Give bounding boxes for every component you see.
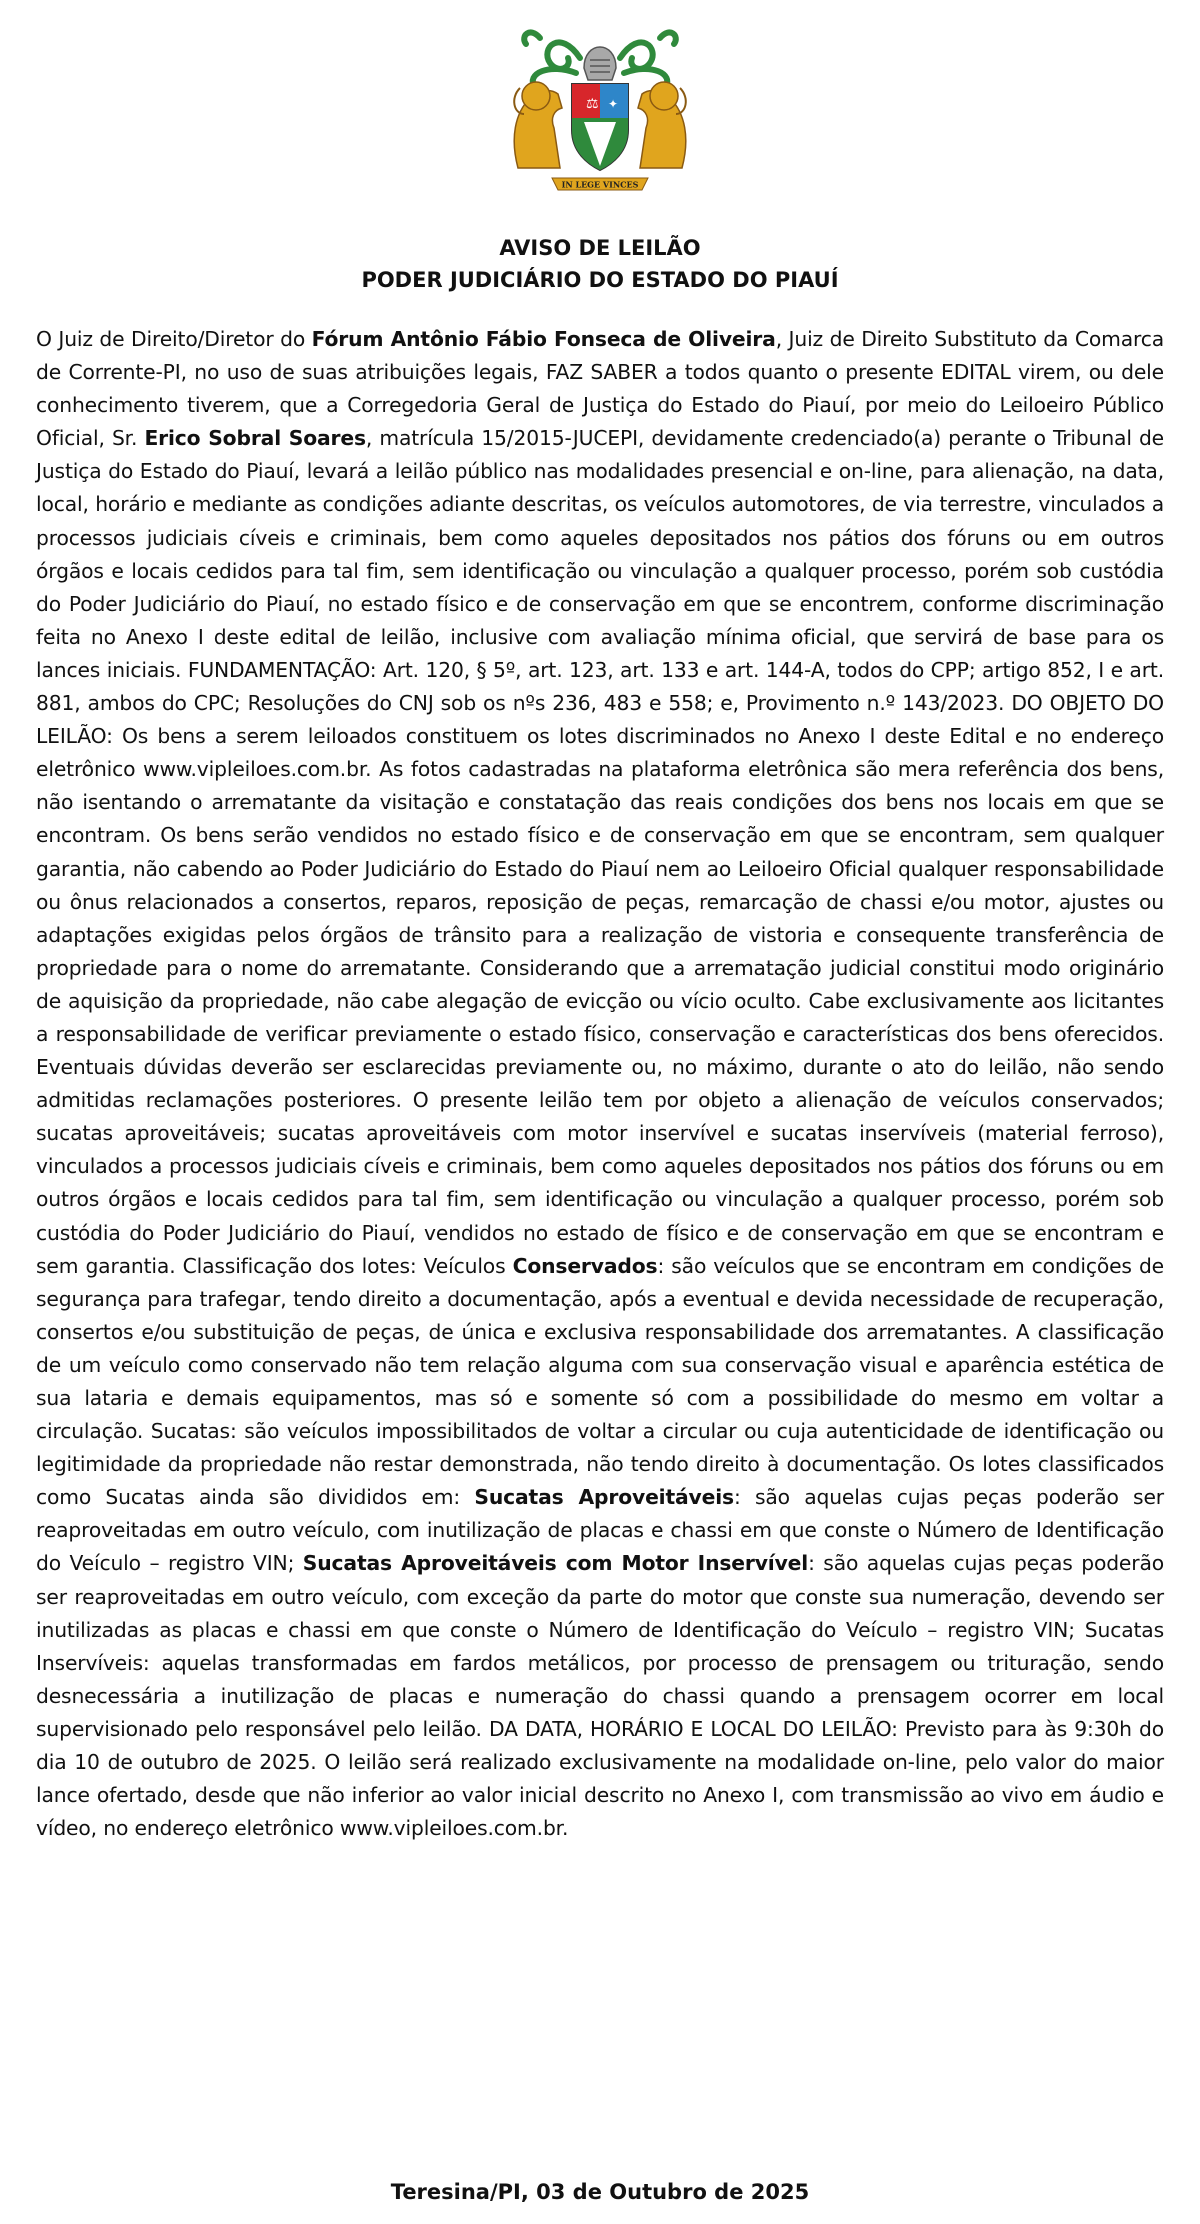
svg-text:✦: ✦ [608,97,619,111]
body-segment: : são aquelas cujas peças poderão ser reaproveitadas em outro veículo, com inutilização de placas e chassi em que conste o Número de Identificação do Veículo – registro VIN; [36,1485,1164,1576]
notice-heading [0,232,1200,296]
coat-of-arms-logo [480,18,720,200]
auctioneer-name: Erico Sobral Soares [144,426,366,451]
body-segment: , Juiz de Direito Substituto da Comarca de Corrente-PI, no uso de suas atribuições legais, FAZ SABER a todos quanto o presente EDITAL virem, ou dele conhecimento tiverem, que a Corregedoria Geral de Justiça do Estado do Piauí, por meio do Leiloeiro Público Oficial, Sr. [36,327,1164,451]
motto-ribbon [552,178,648,190]
edict-body [36,323,1164,1845]
term-conservados: Conservados [512,1253,658,1278]
svg-text:⚖: ⚖ [586,96,599,112]
body-segment: : são veículos que se encontram em condições de segurança para trafegar, tendo direito a documentação, após a eventual e devida necessidade de recuperação, consertos e/ou substituição de peças, de única e exclusiva responsabilidade dos arrematantes. A classificação de um veículo como conservado não tem relação alguma com sua conservação visual e aparência estética de sua lataria e demais equipamentos, mas só e somente só com a possibilidade do mesmo em voltar a circulação. Sucatas: são veículos impossibilitados de voltar a circular ou cuja autenticidade de identificação ou legitimidade da propriedade não restar demonstrada, não tendo direito à documentação. Os lotes classificados como Sucatas ainda são divididos em: [36,1253,1164,1510]
lion-right [638,82,686,168]
motto-text: IN LEGE VINCES [561,179,639,190]
term-sucatas-motor-inservivel: Sucatas Aproveitáveis com Motor Inservível [302,1551,809,1576]
forum-name: Fórum Antônio Fábio Fonseca de Oliveira [311,327,776,351]
place-and-date: Teresina/PI, 03 de Outubro de 2025 [390,2180,810,2204]
notice-title: AVISO DE LEILÃO [499,236,701,260]
body-segment: : são aquelas cujas peças poderão ser reaproveitadas em outro veículo, com exceção da parte do motor que conste sua numeração, devendo ser inutilizadas as placas e chassi em que conste o Número de Identificação do Veículo – registro VIN; Sucatas Inservíveis: aquelas transformadas em fardos metálicos, por processo de prensagem ou trituração, sendo desnecessária a inutilização de placas e numeração do chassi quando a prensagem ocorrer em local supervisionado pelo responsável pelo leilão. DA DATA, HORÁRIO E LOCAL DO LEILÃO: Previsto para às 9:30h do dia 10 de outubro de 2025. O leilão será realizado exclusivamente na modalidade on-line, pelo valor do maior lance ofertado, desde que não inferior ao valor inicial descrito no Anexo I, com transmissão ao vivo em áudio e vídeo, no endereço eletrônico www.vipleiloes.com.br. [36,1551,1164,1841]
shield [572,84,628,170]
term-sucatas-aproveitaveis: Sucatas Aproveitáveis [474,1485,734,1510]
notice-subtitle: PODER JUDICIÁRIO DO ESTADO DO PIAUÍ [361,268,839,292]
body-segment: , matrícula 15/2015-JUCEPI, devidamente credenciado(a) perante o Tribunal de Justiça do Estado do Piauí, levará a leilão público nas modalidades presencial e on-line, para alienação, na data, local, horário e mediante as condições adiante descritas, os veículos automotores, de via terrestre, vinculados a processos judiciais cíveis e criminais, bem como aqueles depositados nos pátios dos fóruns ou em outros órgãos e locais cedidos para tal fim, sem identificação ou vinculação a qualquer processo, porém sob custódia do Poder Judiciário do Piauí, no estado físico e de conservação em que se encontrem, conforme discriminação feita no Anexo I deste edital de leilão, inclusive com avaliação mínima oficial, que servirá de base para os lances iniciais. FUNDAMENTAÇÃO: Art. 120, § 5º, art. 123, art. 133 e art. 144-A, todos do CPP; artigo 852, I e art. 881, ambos do CPC; Resoluções do CNJ sob os nºs 236, 483 e 558; e, Provimento n.º 143/2023. DO OBJETO DO LEILÃO: Os bens a serem leiloados constituem os lotes discriminados no Anexo I deste Edital e no endereço eletrônico www.vipleiloes.com.br. As fotos cadastradas na plataforma eletrônica são mera referência dos bens, não isentando o arrematante da visitação e constatação das reais condições dos bens nos locais em que se encontram. Os bens serão vendidos no estado físico e de conservação em que se encontram, sem qualquer garantia, não cabendo ao Poder Judiciário do Estado do Piauí nem ao Leiloeiro Oficial qualquer responsabilidade ou ônus relacionados a consertos, reparos, reposição de peças, remarcação de chassi e/ou motor, ajustes ou adaptações exigidas pelos órgãos de trânsito para a realização de vistoria e consequente transferência de propriedade para o nome do arrematante. Considerando que a arrematação judicial constitui modo originário de aquisição da propriedade, não cabe alegação de evicção ou vício oculto. Cabe exclusivamente aos licitantes a responsabilidade de verificar previamente o estado físico, conservação e características dos bens oferecidos. Eventuais dúvidas deverão ser esclarecidas previamente ou, no máximo, durante o ato do leilão, não sendo admitidas reclamações posteriores. O presente leilão tem por objeto a alienação de veículos conservados; sucatas aproveitáveis; sucatas aproveitáveis com motor inservível e sucatas inservíveis (material ferroso), vinculados a processos judiciais cíveis e criminais, bem como aqueles depositados nos pátios dos fóruns ou em outros órgãos e locais cedidos para tal fim, sem identificação ou vinculação a qualquer processo, porém sob custódia do Poder Judiciário do Piauí, vendidos no estado de físico e de conservação em que se encontram e sem garantia. Classificação dos lotes: Veículos [36,426,1164,1278]
body-segment: O Juiz de Direito/Diretor do [36,327,312,351]
helmet [584,47,616,80]
lion-left [514,82,562,168]
